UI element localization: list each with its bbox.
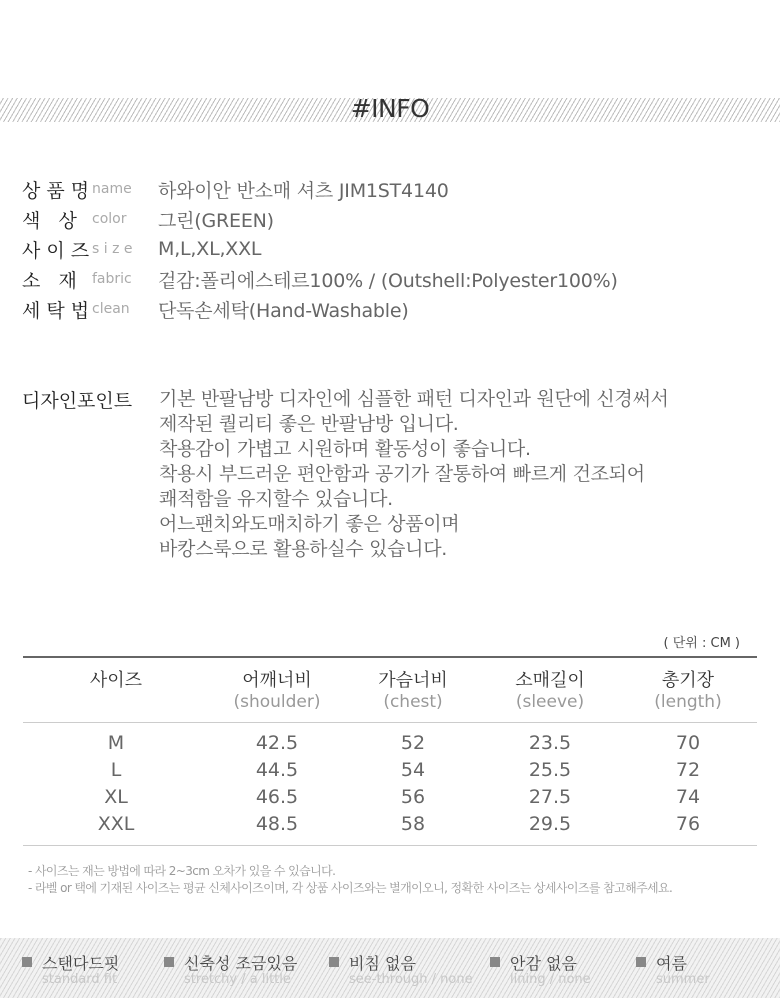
table-row [23,756,757,783]
spec-row-clean [22,294,618,324]
table-body [23,723,757,845]
unit-label: ( 단위 : CM ) [663,636,740,651]
header-label-en: (length) [654,692,722,712]
design-point-label: 디자인포인트 [22,390,133,412]
design-line: 쾌적함을 유지할수 있습니다. [159,488,393,510]
header-length [619,666,757,722]
spec-list [22,174,618,324]
feature-label-en: stretchy / a little [184,972,291,987]
spec-label-en: fabric [92,271,132,287]
table-cell: 23.5 [528,731,572,754]
table-row [23,810,757,837]
table-cell: 27.5 [528,785,572,808]
design-line: 착용시 부드러운 편안함과 공기가 잘통하여 빠르게 건조되어 [159,463,645,485]
feature-label-en: standard fit [42,972,118,987]
table-cell: M [107,731,125,754]
table-cell: 70 [675,731,701,754]
table-cell: 46.5 [255,785,299,808]
table-row [23,783,757,810]
spec-row-color [22,204,618,234]
square-bullet-icon [490,957,500,967]
spec-label-en: color [92,211,127,227]
table-cell: 54 [400,758,426,781]
info-title: #INFO [350,94,430,123]
table-cell: L [110,758,122,781]
feature-label: 안감 없음 [510,953,577,973]
table-cell: 56 [400,785,426,808]
table-cell: 25.5 [528,758,572,781]
header-label: 총기장 [661,670,715,691]
design-point-section [22,384,669,559]
feature-label: 스탠다드핏 [42,953,120,973]
header-label-en: (chest) [383,692,443,712]
header-label: 소매길이 [515,670,585,691]
spec-label-en: clean [92,301,130,317]
table-cell: XL [104,785,128,808]
header-sleeve [481,666,619,722]
feature-label-en: lining / none [510,972,591,987]
table-cell: 72 [675,758,701,781]
feature-label-en: summer [656,972,710,987]
spec-value: M,L,XL,XXL [158,238,262,260]
header-size [23,666,209,722]
feature-label: 여름 [656,953,687,973]
spec-label: 색 상 [22,209,77,232]
table-cell: 42.5 [255,731,299,754]
header-label: 어깨너비 [242,670,312,691]
header-label: 가슴너비 [378,670,448,691]
feature-stretch [164,952,297,990]
table-cell: 48.5 [255,812,299,835]
table-cell: 76 [675,812,701,835]
table-cell: XXL [97,812,135,835]
table-row [23,729,757,756]
feature-label: 비침 없음 [349,953,416,973]
design-line: 어느팬치와도매치하기 좋은 상품이며 [159,513,460,535]
square-bullet-icon [164,957,174,967]
feature-lining [490,952,591,990]
table-cell: 74 [675,785,701,808]
note-line: - 라벨 or 택에 기재된 사이즈는 평균 신체사이즈이며, 각 상품 사이즈와는 별개이오니, 정확한 사이즈는 상세사이즈를 참고해주세요. [28,881,673,895]
feature-seethrough [329,952,473,990]
header-label-en: (sleeve) [515,692,585,712]
design-line: 기본 반팔남방 디자인에 심플한 패턴 디자인과 원단에 신경써서 [159,388,669,410]
feature-fit [22,952,119,990]
spec-value: 그린(GREEN) [158,209,274,232]
header-chest [345,666,481,722]
spec-label: 상 품 명 [22,179,90,202]
feature-season [636,952,710,990]
size-table [23,656,757,846]
table-cell: 58 [400,812,426,835]
spec-value: 겉감:폴리에스테르100% / (Outshell:Polyester100%) [158,269,618,292]
table-header [23,658,757,722]
feature-label-en: see-through / none [349,972,473,987]
spec-row-size [22,234,618,264]
spec-value: 하와이안 반소매 셔츠 JIM1ST4140 [158,179,449,202]
design-line: 착용감이 가볍고 시원하며 활동성이 좋습니다. [159,438,531,460]
table-cell: 29.5 [528,812,572,835]
spec-label: 소 재 [22,269,77,292]
spec-value: 단독손세탁(Hand-Washable) [158,299,409,322]
square-bullet-icon [636,957,646,967]
square-bullet-icon [22,957,32,967]
spec-label: 사 이 즈 [22,239,90,262]
header-label-en: (shoulder) [233,692,321,712]
feature-label: 신축성 조금있음 [184,953,298,973]
table-bottom-rule [23,845,757,846]
spec-label-en: name [92,181,132,197]
header-shoulder [209,666,345,722]
note-line: - 사이즈는 재는 방법에 따라 2~3cm 오차가 있을 수 있습니다. [28,864,336,878]
spec-row-fabric [22,264,618,294]
design-point-text [159,384,669,559]
design-line: 바캉스룩으로 활용하실수 있습니다. [159,538,448,560]
spec-row-name [22,174,618,204]
table-cell: 52 [400,731,426,754]
table-cell: 44.5 [255,758,299,781]
design-line: 제작된 퀄리티 좋은 반팔남방 입니다. [159,413,459,435]
spec-label: 세 탁 법 [22,299,90,322]
size-notes [28,862,672,896]
spec-label-en: s i z e [92,241,133,257]
square-bullet-icon [329,957,339,967]
header-label: 사이즈 [89,670,143,691]
